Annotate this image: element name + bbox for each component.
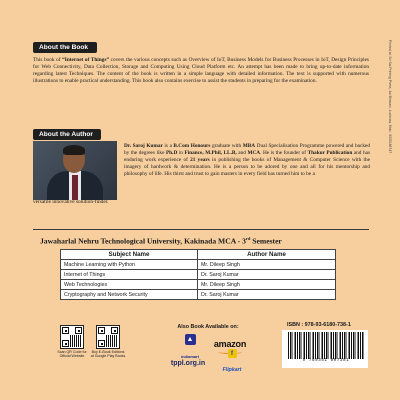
author-text: graduate with <box>210 143 243 149</box>
author-name-header: Author Name <box>198 250 336 260</box>
ebook-qr-caption: Buy E-Book Editions at Google Play Books <box>90 350 126 359</box>
author-cell: Dr. Saroj Kumar <box>198 270 336 280</box>
book-para-start: This book of <box>33 57 63 63</box>
semester-text: Semester <box>250 236 282 246</box>
about-author-heading: About the Author <box>33 129 101 140</box>
flipkart-label: Flipkart <box>222 367 242 373</box>
author-cell: Mr. Dileep Singh <box>198 260 336 270</box>
university-title-text: Jawaharlal Nehru Technological University, Kakinada MCA - 3 <box>40 236 246 246</box>
subject-cell: Machine Learning with Python <box>61 260 198 270</box>
indiamart-icon: ▲ <box>185 334 196 345</box>
author-text: and has enduring work experience of <box>124 150 370 164</box>
author-highlight: Dr. Saroj Kumar <box>124 143 163 149</box>
author-cell: Dr. Saroj Kumar <box>198 290 336 300</box>
printer-imprint: Printed at: Sri Sai Printing Press, Jai Bhavani, Lucknow. Mob.: 9335186747 <box>388 40 392 154</box>
author-photo <box>33 141 117 200</box>
about-author-paragraph-end: versatile innovative solution-finder. <box>33 199 109 205</box>
barcode-bars-icon <box>288 332 364 359</box>
author-highlight: Thakur Publication <box>307 150 353 157</box>
website-qr-caption: Scan QR Code for Official Website <box>57 350 87 359</box>
author-highlight: Ph.D <box>165 150 178 157</box>
isbn-label: ISBN : 978-93-6180-738-1 <box>287 322 351 328</box>
about-book-paragraph <box>33 57 369 85</box>
website-qr-code-icon[interactable] <box>60 325 84 349</box>
isbn-barcode <box>282 330 368 368</box>
tppl-label: tppl.org.in <box>170 360 206 367</box>
author-text: in <box>177 150 185 157</box>
table-header-row <box>61 250 336 260</box>
table-row <box>61 290 336 300</box>
amazon-label: amazon <box>213 339 247 349</box>
subject-name-header: Subject Name <box>61 250 198 260</box>
ebook-qr-code-icon[interactable] <box>96 325 120 349</box>
table-row <box>61 270 336 280</box>
ordinal-suffix: rd <box>245 236 251 241</box>
barcode-digits: 9 789361 807381 <box>302 359 350 363</box>
author-cell: Mr. Dileep Singh <box>198 280 336 290</box>
subjects-table <box>60 249 336 300</box>
author-highlight: 21 years <box>190 157 210 164</box>
subject-cell: Web Technologies <box>61 280 198 290</box>
author-text: is a <box>162 143 174 149</box>
flipkart-logo[interactable] <box>214 349 250 376</box>
author-highlight: MCA <box>247 150 261 157</box>
author-text: Dual Specialisation Programme powered and backed by the degrees like <box>124 143 371 157</box>
table-row <box>61 280 336 290</box>
book-title-inline: “Internet of Things” <box>62 57 110 63</box>
author-text: . He is the founder of <box>260 150 308 157</box>
author-highlight: Finance, M.Phil, LL.B, <box>184 150 237 157</box>
tppl-logo[interactable] <box>168 352 208 370</box>
author-text: and <box>236 150 248 157</box>
author-highlight: MBA <box>242 143 256 149</box>
about-author-paragraph <box>124 143 370 178</box>
indiamart-label: indiamart <box>180 354 199 359</box>
also-available-label: Also Book Available on: <box>177 324 239 330</box>
subject-cell: Cryptography and Network Security <box>61 290 198 300</box>
author-highlight: B.Com Honours <box>173 143 211 149</box>
flipkart-icon: f <box>228 349 237 358</box>
subject-cell: Internet of Things <box>61 270 198 280</box>
author-text: in publishing the books of Management & Computer Science with the imagery of hardwork & determination. He is a person to be adored by one and all for his mentorship and philosophy of life. His thirst and trust to gain masters in every field has turned him to be a <box>124 157 370 178</box>
about-book-heading: About the Book <box>33 42 97 53</box>
university-title <box>40 236 370 246</box>
book-para-rest: covers the various concepts such as Overview of IoT, Business Models for Business Processes in IoT, Design Principles for Web Connectivity, Data Collection, Storage and Computing Using Cloud Platform etc. An attempt has been made to bring up-to-date information regarding latest Techniques. The content of the book is written in a simple language with detailed information. The text is supported with numerous illustrations to enable practical understanding. This book also contains exercise to assist the students in preparing for the examination. <box>33 57 369 85</box>
section-divider <box>33 229 369 230</box>
table-row <box>61 260 336 270</box>
